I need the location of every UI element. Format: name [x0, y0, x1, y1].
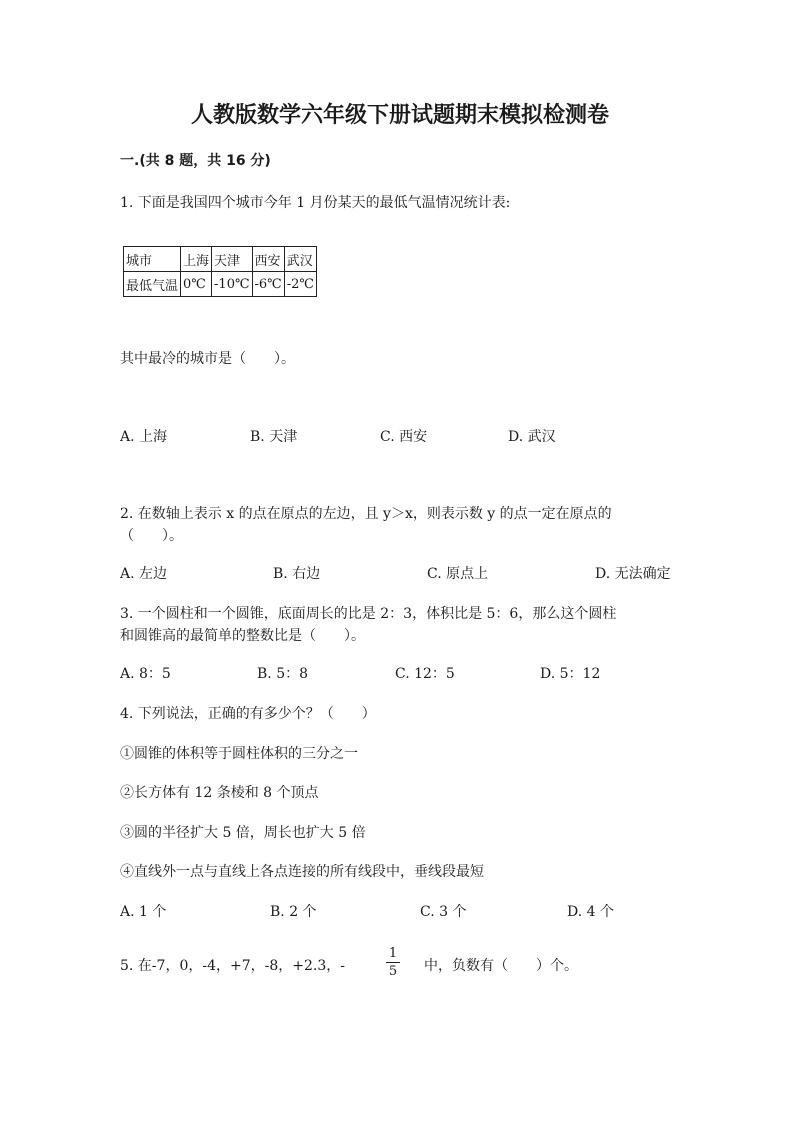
table-cell: 西安 [252, 247, 284, 272]
question-2-line-2: （ ）。 [120, 528, 183, 544]
table-cell: 上海 [181, 247, 212, 272]
question-1-prompt: 其中最冷的城市是（ ）。 [120, 351, 295, 367]
option-d[interactable]: D. 无法确定 [595, 566, 671, 582]
option-b[interactable]: B. 天津 [250, 429, 298, 445]
option-b[interactable]: B. 5：8 [257, 666, 309, 682]
fraction-bar [386, 962, 400, 963]
statement-item: ②长方体有 12 条棱和 8 个顶点 [120, 785, 319, 801]
table-cell: 天津 [212, 247, 252, 272]
temperature-table [123, 246, 317, 297]
table-cell: 武汉 [284, 247, 316, 272]
option-a[interactable]: A. 8：5 [120, 666, 171, 682]
fraction-numerator: 1 [388, 946, 398, 961]
table-cell: 最低气温 [124, 272, 181, 297]
option-d[interactable]: D. 4 个 [567, 904, 614, 920]
section-heading: 一.(共 8 题，共 16 分) [120, 153, 271, 169]
option-c[interactable]: C. 3 个 [420, 904, 467, 920]
option-d[interactable]: D. 5：12 [540, 666, 601, 682]
table-cell: -2℃ [284, 272, 316, 297]
option-c[interactable]: C. 西安 [380, 429, 428, 445]
statement-item: ④直线外一点与直线上各点连接的所有线段中，垂线段最短 [120, 864, 484, 880]
option-c[interactable]: C. 原点上 [427, 566, 489, 582]
question-1-text: 1. 下面是我国四个城市今年 1 月份某天的最低气温情况统计表: [120, 195, 511, 211]
question-2-line-1: 2. 在数轴上表示 x 的点在原点的左边，且 y＞x，则表示数 y 的点一定在原点的 [120, 506, 612, 522]
option-c[interactable]: C. 12：5 [395, 666, 455, 682]
statement-item: ③圆的半径扩大 5 倍，周长也扩大 5 倍 [120, 825, 366, 841]
table-cell: -10℃ [212, 272, 252, 297]
fraction [386, 946, 400, 979]
table-cell: 城市 [124, 247, 181, 272]
question-3-line-1: 3. 一个圆柱和一个圆锥，底面周长的比是 2：3，体积比是 5：6，那么这个圆柱 [120, 606, 617, 622]
table-cell: -6℃ [252, 272, 284, 297]
option-a[interactable]: A. 上海 [120, 429, 168, 445]
statement-item: ①圆锥的体积等于圆柱体积的三分之一 [120, 746, 358, 762]
option-b[interactable]: B. 右边 [273, 566, 321, 582]
option-a[interactable]: A. 1 个 [120, 904, 167, 920]
option-a[interactable]: A. 左边 [120, 566, 168, 582]
question-5-suffix: 中，负数有（ ）个。 [424, 958, 578, 974]
table-header-row [124, 247, 317, 272]
question-5-prefix: 5. 在-7，0，-4，+7，-8，+2.3，- [120, 958, 345, 974]
table-row [124, 272, 317, 297]
table-cell: 0℃ [181, 272, 212, 297]
option-d[interactable]: D. 武汉 [508, 429, 556, 445]
option-b[interactable]: B. 2 个 [270, 904, 317, 920]
question-3-line-2: 和圆锥高的最简单的整数比是（ ）。 [120, 628, 365, 644]
fraction-denominator: 5 [388, 964, 398, 979]
question-4-text: 4. 下列说法，正确的有多少个？（ ） [120, 706, 376, 722]
page-title: 人教版数学六年级下册试题期末模拟检测卷 [190, 103, 609, 128]
